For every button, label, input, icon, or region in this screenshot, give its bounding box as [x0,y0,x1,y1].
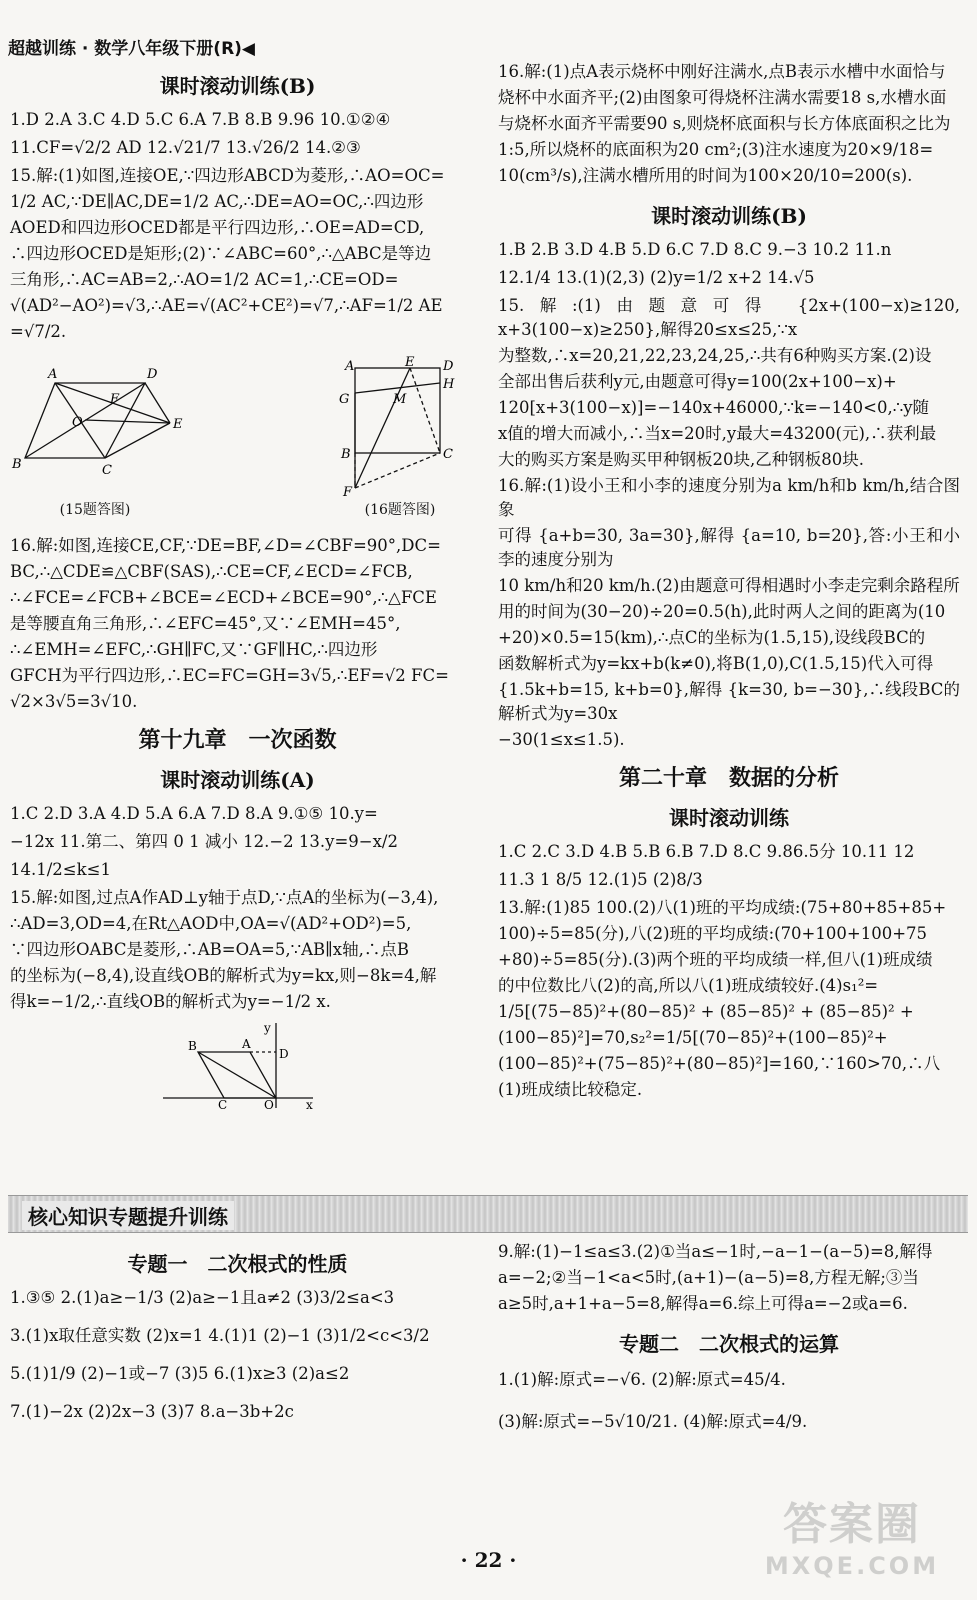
coord-label: B [187,1039,197,1053]
fig15-label: O [72,415,83,430]
a-q15-line: 的坐标为(−8,4),设直线OB的解析式为y=kx,则−8k=4,解 [10,966,437,985]
topic1-question-9 [498,1240,960,1316]
q16-top-line: 16.解:(1)点A表示烧杯中刚好注满水,点B表示水槽中水面恰与 [498,62,946,81]
b-q15-line: 大的购买方案是购买甲种钢板20块,乙种钢板80块. [498,450,864,469]
figure-15-diagram [10,358,183,498]
fig16-label: G [339,392,350,407]
figure-16-diagram [335,355,465,500]
q15-line: 15.解:(1)如图,连接OE,∵四边形ABCD为菱形,∴AO=OC= [10,166,445,185]
figures-row [10,355,465,528]
q13-line: 100)÷5=85(分),八(2)班的平均成绩:(70+100+100+75 [498,924,928,943]
a-answers-line: 1.C 2.D 3.A 4.D 5.A 6.A 7.D 8.A 9.①⑤ 10.y= [10,804,378,823]
a-q15-line: 15.解:如图,过点A作AD⊥y轴于点D,∵点A的坐标为(−3,4), [10,888,439,907]
chapter-19-title: 第十九章 一次函数 [138,727,337,753]
a-answers-line: −12x 11.第二、第四 0 1 减小 12.−2 13.y=9−x/2 [10,832,398,851]
chapter-20-title: 第二十章 数据的分析 [618,765,839,791]
b-q16-line: 10 km/h和20 km/h.(2)由题意可得相遇时小李走完剩余路程所 [498,576,960,595]
ch20-question-13-solution [498,896,960,1102]
q15-line: =√7/2. [10,322,67,341]
watermark-top: 答案圈 [783,1499,921,1550]
q13-line: 的中位数比八(2)的高,所以八(1)班成绩较好.(4)s₁²= [498,976,879,995]
q13-line: +80)÷5=85(分).(3)两个班的平均成绩一样,但八(1)班成绩 [498,950,933,969]
watermark-bottom: MXQE.COM [764,1552,940,1580]
coord-label: D [278,1047,289,1061]
fig15-label: C [102,463,112,478]
q9-line: 9.解:(1)−1≤a≤3.(2)①当a≤−1时,−a−1−(a−5)=8,解得 [498,1242,933,1261]
topic-banner-title: 核心知识专题提升训练 [22,1201,234,1230]
section-title-a: 课时滚动训练(A) [160,768,315,792]
section-title-ch20: 课时滚动训练 [669,806,789,830]
answers-line-2: 11.CF=√2/2 AD 12.√21/7 13.√26/2 14.②③ [10,138,361,157]
b-q15-line: 120[x+3(100−x)]=−140x+46000,∵k=−140<0,∴y随 [498,398,930,417]
coord-label: C [217,1098,227,1112]
coordinate-diagram [158,1020,318,1110]
lower-left-column [10,1236,465,1434]
q16-line: ∴∠EMH=∠EFC,∴GH∥FC,又∵GF∥HC,∴四边形 [10,640,378,659]
q16-line: BC,∴△CDE≌△CBF(SAS),∴CE=CF,∠ECD=∠FCB, [10,562,413,581]
section-title-b: 课时滚动训练(B) [159,74,316,98]
fig16-label: D [443,359,454,374]
q16-top-line: 烧杯中水面齐平;(2)由图象可得烧杯注满水需要18 s,水槽水面 [498,88,947,107]
question-15-solution [10,164,465,344]
figure-16 [335,355,465,528]
q15-line: 1/2 AC,∵DE∥AC,DE=1/2 AC,∴DE=AO=OC,∴四边形 [10,192,424,211]
topic1-line: 1.③⑤ 2.(1)a≥−1/3 (2)a≥−1且a≠2 (3)3/2≤a<3 [10,1288,395,1307]
q16-top-line: 1:5,所以烧杯的底面积为20 cm²;(3)注水速度为20×9/18= [498,140,934,159]
topic1-line: 7.(1)−2x (2)2x−3 (3)7 8.a−3b+2c [10,1402,294,1421]
left-column [10,58,465,1110]
q16-line: 16.解:如图,连接CE,CF,∵DE=BF,∠D=∠CBF=90°,DC= [10,536,441,555]
figure-15-caption: (15题答图) [59,502,131,518]
fig15-label: A [48,367,58,382]
b-q16-line: {1.5k+b=15, k+b=0},解得 {k=30, b=−30},∴线段BC的解析式为y=30x [498,680,960,723]
q15-line: ∴四边形OCED是矩形;(2)∵∠ABC=60°,∴△ABC是等边 [10,244,432,263]
b-q15-line: x值的增大而减小,∴当x=20时,y最大=43200(元),∴获利最 [498,424,937,443]
topic2-line: (3)解:原式=−5√10/21. (4)解:原式=4/9. [498,1412,808,1431]
topic1-line: 3.(1)x取任意实数 (2)x=1 4.(1)1 (2)−1 (3)1/2<c<3/2 [10,1326,430,1345]
topic1-line: 5.(1)1/9 (2)−1或−7 (3)5 6.(1)x≥3 (2)a≤2 [10,1364,350,1383]
q13-line: 13.解:(1)85 100.(2)八(1)班的平均成绩:(75+80+85+85+ [498,898,947,917]
q9-line: a≥5时,a+1+a−5=8,解得a=6.综上可得a=−2或a=6. [498,1294,908,1313]
fig15-label: D [147,367,158,382]
ch20-answers-line: 11.3 1 8/5 12.(1)5 (2)8/3 [498,870,703,889]
question-16-solution [10,534,465,714]
topic-banner [8,1195,968,1233]
b-q15-line: 为整数,∴x=20,21,22,23,24,25,∴共有6种购买方案.(2)设 [498,346,932,365]
b-answers-line: 12.1/4 13.(1)(2,3) (2)y=1/2 x+2 14.√5 [498,268,815,287]
fig16-label: E [405,355,415,370]
q13-line: (1)班成绩比较稳定. [498,1080,643,1099]
question-16-top-solution [498,60,960,188]
b-answers-line: 1.B 2.B 3.D 4.B 5.D 6.C 7.D 8.C 9.−3 10.2 11.n [498,240,892,259]
b-q16-line: 16.解:(1)设小王和小李的速度分别为a km/h和b km/h,结合图象 [498,476,960,519]
figure-15 [10,358,183,528]
fig16-label: F [343,485,353,500]
q15-line: 三角形,∴AC=AB=2,∴AO=1/2 AC=1,∴CE=OD= [10,270,399,289]
b-q15-line: 全部出售后获利y元,由题意可得y=100(2x+100−x)+ [498,372,897,391]
coord-label: A [241,1037,251,1051]
q16-line: √2×3√5=3√10. [10,692,138,711]
b-q16-line: 可得 {a+b=30, 3a=30},解得 {a=10, b=20},答:小王和小李的速度分别为 [498,526,960,569]
q16-line: 是等腰直角三角形,∴∠EFC=45°,又∵∠EMH=45°, [10,614,401,633]
answers-line-1: 1.D 2.A 3.C 4.D 5.C 6.A 7.B 8.B 9.96 10.①②④ [10,110,391,129]
b-q16-line: +20)×0.5=15(km),∴点C的坐标为(1.5,15),设线段BC的 [498,628,926,647]
q13-line: 1/5[(75−85)²+(80−85)² + (85−85)² + (85−85)² + [498,1002,914,1021]
figure-16-caption: (16题答图) [364,502,436,518]
q15-line: √(AD²−AO²)=√3,∴AE=√(AC²+CE²)=√7,∴AF=1/2 AE [10,296,443,315]
a-q15-line: 得k=−1/2,∴直线OB的解析式为y=−1/2 x. [10,992,331,1011]
q16-top-line: 与烧杯水面齐平需要90 s,则烧杯底面积与长方体底面积之比为 [498,114,951,133]
topic2-line: 1.(1)解:原式=−√6. (2)解:原式=45/4. [498,1370,786,1389]
b-question-16-solution [498,474,960,752]
b-q16-line: 用的时间为(30−20)÷20=0.5(h),此时两人之间的距离为(10 [498,602,946,621]
b-q16-line: 函数解析式为y=kx+b(k≠0),将B(1,0),C(1.5,15)代入可得 [498,654,934,673]
coordinate-figure [10,1020,465,1110]
lower-right-column [498,1236,960,1452]
q13-line: (100−85)²]=70,s₂²=1/5[(70−85)²+(100−85)²+ [498,1028,888,1047]
q9-line: a=−2;②当−1<a<5时,(a+1)−(a−5)=8,方程无解;③当 [498,1268,919,1287]
q16-top-line: 10(cm³/s),注满水槽所用的时间为100×20/10=200(s). [498,166,913,185]
fig16-label: C [443,447,453,462]
fig15-label: E [173,417,183,432]
b-question-15-solution [498,294,960,472]
coord-label: x [305,1098,313,1112]
b-q15-line: 15.解:(1)由题意可得 {2x+(100−x)≥120, x+3(100−x)≥250},解得20≤x≤25,∵x [498,296,960,339]
q13-line: (100−85)²+(75−85)²+(80−85)²]=160,∵160>70,∴八 [498,1054,941,1073]
page-number: · 22 · [460,1548,517,1572]
fig16-label: A [345,359,355,374]
q16-line: GFCH为平行四边形,∴EC=FC=GH=3√5,∴EF=√2 FC= [10,666,449,685]
fig16-label: M [393,392,407,407]
fig15-label: B [12,457,22,472]
a-answers-line: 14.1/2≤k≤1 [10,860,111,879]
a-question-15-solution [10,886,465,1014]
a-q15-line: ∴AD=3,OD=4,在Rt△AOD中,OA=√(AD²+OD²)=5, [10,914,412,933]
section-title-b-right: 课时滚动训练(B) [651,204,807,228]
watermark-logo [757,1488,947,1588]
q16-line: ∴∠FCE=∠FCB+∠BCE=∠ECD+∠BCE=90°,∴△FCE [10,588,437,607]
ch20-answers-line: 1.C 2.C 3.D 4.B 5.B 6.B 7.D 8.C 9.86.5分 10.11 12 [498,842,915,861]
topic-2-title: 专题二 二次根式的运算 [619,1332,839,1356]
coord-label: O [263,1098,274,1112]
running-header: 超越训练 · 数学八年级下册(R)◀ [8,39,255,59]
b-q16-line: −30(1≤x≤1.5). [498,730,625,749]
coord-label: y [263,1021,271,1035]
a-q15-line: ∵四边形OABC是菱形,∴AB=OA=5,∵AB∥x轴,∴点B [10,940,409,959]
fig15-label: F [110,392,120,407]
topic-1-title: 专题一 二次根式的性质 [127,1252,348,1276]
fig16-label: H [443,377,455,392]
q15-line: AOED和四边形OCED都是平行四边形,∴OE=AD=CD, [10,218,425,237]
right-column [498,58,960,1104]
fig16-label: B [341,447,351,462]
